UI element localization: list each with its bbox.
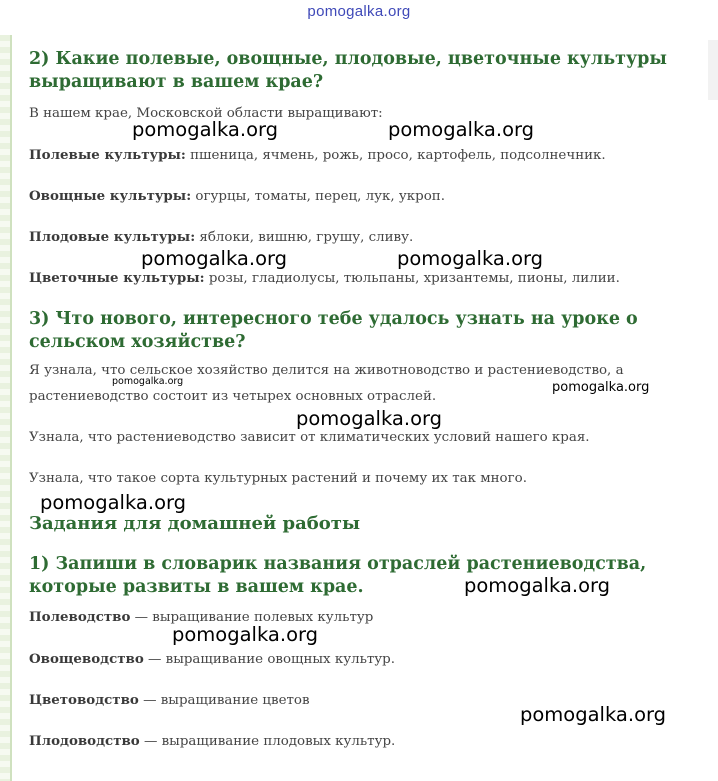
term: Плодоводство [29, 733, 140, 749]
right-scroll-edge [708, 40, 718, 100]
crop-label: Цветочные культуры: [29, 270, 205, 286]
term-definition: — выращивание плодовых культур. [139, 734, 396, 749]
crop-line-vegetable [29, 183, 689, 210]
question-3-block [29, 308, 689, 354]
question-2-intro: В нашем крае, Московской области выращивают: [29, 106, 383, 121]
watermark: pomogalka.org [141, 247, 288, 270]
answer-paragraph: Узнала, что такое сорта культурных растений и почему их так много. [29, 471, 527, 486]
term-line [29, 646, 689, 673]
term-definition: — выращивание цветов [138, 693, 310, 708]
answer-paragraph: Узнала, что растениеводство зависит от климатических условий нашего края. [29, 430, 590, 445]
watermark: pomogalka.org [552, 380, 650, 395]
crop-line-fruit [29, 224, 689, 251]
crop-label: Овощные культуры: [29, 188, 192, 204]
question-2-title: 2) Какие полевые, овощные, плодовые, цветочные культуры выращивают в вашем крае? [29, 49, 667, 92]
watermark: pomogalka.org [172, 623, 319, 646]
watermark: pomogalka.org [388, 118, 535, 141]
term-definition: — выращивание овощных культур. [143, 652, 396, 667]
term: Цветоводство [29, 692, 139, 708]
site-link[interactable]: pomogalka.org [307, 3, 411, 20]
watermark: pomogalka.org [112, 376, 184, 387]
term: Полеводство [29, 609, 131, 625]
watermark: pomogalka.org [132, 118, 279, 141]
homework-section-title: Задания для домашней работы [29, 513, 360, 534]
crop-line-field [29, 142, 689, 169]
watermark: pomogalka.org [397, 247, 544, 270]
crop-text: розы, гладиолусы, тюльпаны, хризантемы, пионы, лилии. [204, 271, 620, 286]
crop-text: огурцы, томаты, перец, лук, укроп. [191, 189, 445, 204]
crop-line-flower [29, 265, 689, 292]
question-3-title: 3) Что нового, интересного тебе удалось узнать на уроке о сельском хозяйстве? [29, 309, 638, 352]
left-decorative-border [0, 35, 12, 781]
term-line [29, 604, 689, 631]
answer-paragraph: Я узнала, что сельское хозяйство делится на животноводство и растениеводство, а растениеводство состоит из четырех основных отраслей. [29, 363, 624, 404]
crop-label: Плодовые культуры: [29, 229, 196, 245]
site-header [0, 0, 718, 26]
term-definition: — выращивание полевых культур [130, 610, 374, 625]
question-2-block [29, 48, 689, 94]
crop-label: Полевые культуры: [29, 147, 186, 163]
homework-task-1-title: 1) Запиши в словарик названия отраслей растениеводства, которые развиты в вашем крае. [29, 554, 647, 597]
next-task-heading-cut [29, 770, 689, 781]
watermark: pomogalka.org [296, 407, 443, 430]
term: Овощеводство [29, 651, 144, 667]
watermark: pomogalka.org [464, 574, 611, 597]
watermark: pomogalka.org [40, 491, 187, 514]
watermark: pomogalka.org [520, 703, 667, 726]
term-line [29, 728, 689, 755]
crop-text: яблоки, вишню, грушу, сливу. [195, 230, 414, 245]
crop-text: пшеница, ячмень, рожь, просо, картофель, подсолнечник. [185, 148, 606, 163]
